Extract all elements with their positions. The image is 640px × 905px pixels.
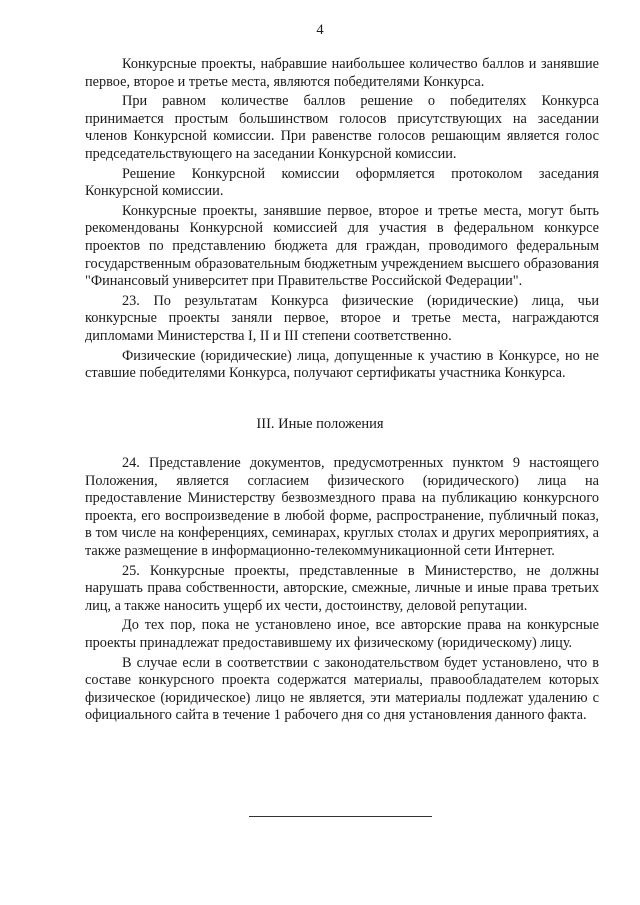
- paragraph-copyright: До тех пор, пока не установлено иное, все авторские права на конкурсные проекты принадлежат предоставившему их физическому (юридическому) лицу.: [85, 617, 599, 651]
- paragraph-equal-points: При равном количестве баллов решение о победителях Конкурса принимается простым большинством голосов присутствующих на заседании членов Конкурсной комиссии. При равенстве голосов решающим является голос председательствующего на заседании Конкурсной комиссии.: [85, 93, 599, 162]
- paragraph-protocol: Решение Конкурсной комиссии оформляется протоколом заседания Конкурсной комиссии.: [85, 165, 599, 200]
- page-number: 4: [316, 22, 324, 38]
- end-rule: [249, 816, 432, 817]
- section-heading: III. Иные положения: [256, 416, 384, 432]
- paragraph-certificates: Физические (юридические) лица, допущенные к участию в Конкурсе, но не ставшие победителями Конкурса, получают сертификаты участника Конкурса.: [85, 347, 599, 382]
- paragraph-removal: В случае если в соответствии с законодательством будет установлено, что в составе конкурсного проекта содержатся материалы, правообладателем которых физическое (юридическое) лицо не является, эти материалы подлежат удалению с официального сайта в течение 1 рабочего дня со дня установления данного факта.: [85, 654, 599, 724]
- paragraph-federal-contest: Конкурсные проекты, занявшие первое, второе и третье места, могут быть рекомендованы Конкурсной комиссией для участия в федеральном конкурсе проектов по представлению бюджета для граждан, проводимого федеральным государственным образовательным бюджетным учреждением высшего образования "Финансовый университет при Правительстве Российской Федерации".: [85, 202, 599, 290]
- paragraph-item-23: 23. По результатам Конкурса физические (юридические) лица, чьи конкурсные проекты заняли первое, второе и третье места, награждаются дипломами Министерства I, II и III степени соответственно.: [85, 292, 599, 344]
- text-block-before-section: [85, 56, 599, 385]
- paragraph-item-25: 25. Конкурсные проекты, представленные в Министерство, не должны нарушать права собственности, авторские, смежные, личные и иные права третьих лиц, а также наносить ущерб их чести, достоинству, деловой репутации.: [85, 562, 599, 614]
- paragraph-winners: Конкурсные проекты, набравшие наибольшее количество баллов и занявшие первое, второе и третье места, являются победителями Конкурса.: [85, 56, 599, 90]
- paragraph-item-24: 24. Представление документов, предусмотренных пунктом 9 настоящего Положения, является согласием физического (юридического) лица на предоставление Министерству безвозмездного права на публикацию конкурсного проекта, его воспроизведение в любой форме, распространение, публичный показ, в том числе на конференциях, семинарах, круглых столах и других мероприятиях, а также размещение в информационно-телекоммуникационной сети Интернет.: [85, 455, 599, 559]
- text-block-after-section: [85, 455, 599, 727]
